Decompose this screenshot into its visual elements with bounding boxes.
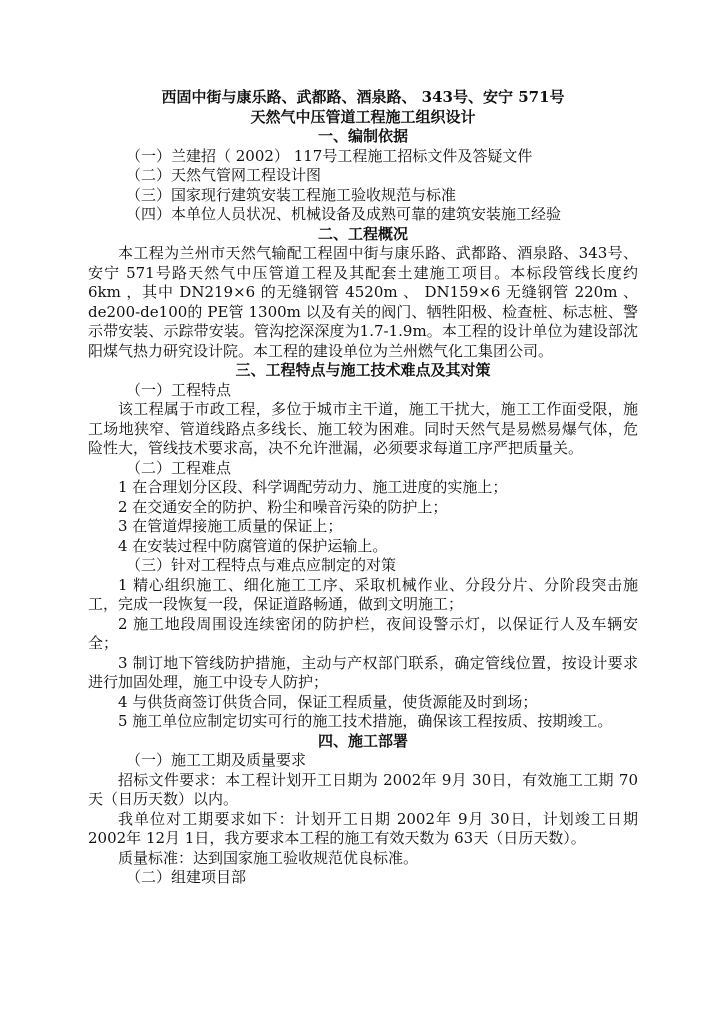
- basis-item: （四）本单位人员状况、机械设备及成熟可靠的建筑安装施工经验: [126, 205, 562, 223]
- measure-item: 1 精心组织施工、细化施工工序、采取机械作业、分段分片、分阶段突击施工，完成一段恢复一段，保证道路畅通，做到文明施工；: [88, 575, 638, 613]
- document-title-line-2: 天然气中压管道工程施工组织设计: [250, 107, 476, 126]
- document-body: [88, 88, 638, 888]
- schedule-paragraph: 我单位对工期要求如下：计划开工日期 2002年 9月 30日，计划竣工日期2002年 12月 1日，我方要求本工程的施工有效天数为 63天（日历天数）。: [88, 809, 638, 847]
- subheading-difficulties: （二）工程难点: [126, 458, 232, 477]
- basis-item: （二）天然气管网工程设计图: [126, 166, 322, 184]
- measure-item: 5 施工单位应制定切实可行的施工技术措施，确保该工程按质、按期竣工。: [118, 712, 613, 730]
- measure-item: 4 与供货商签订供货合同，保证工程质量，使货源能及时到场；: [118, 692, 538, 711]
- subheading-features: （一）工程特点: [126, 380, 232, 399]
- difficulty-item: 2 在交通安全的防护、粉尘和噪音污染的防护上；: [118, 497, 448, 516]
- quality-paragraph: 质量标准：达到国家施工验收规范优良标准。: [118, 848, 419, 867]
- document-title-line-1: 西固中街与康乐路、武都路、酒泉路、 343号、安宁 571号: [161, 88, 565, 106]
- difficulty-item: 3 在管道焊接施工质量的保证上；: [118, 517, 343, 535]
- difficulty-item: 4 在安装过程中防腐管道的保护运输上。: [118, 536, 388, 555]
- section-heading-overview: 二、工程概况: [317, 224, 408, 243]
- basis-item: （三）国家现行建筑安装工程施工验收规范与标准: [126, 185, 457, 204]
- section-heading-basis: 一、编制依据: [317, 127, 408, 145]
- subheading-measures: （三）针对工程特点与难点应制定的对策: [126, 556, 397, 574]
- basis-item: （一）兰建招（ 2002） 117号工程施工招标文件及答疑文件: [126, 146, 533, 165]
- schedule-paragraph: 招标文件要求：本工程计划开工日期为 2002年 9月 30日，有效施工工期 70 天（日历天数）以内。: [88, 770, 638, 808]
- overview-paragraph: 本工程为兰州市天然气输配工程固中街与康乐路、武都路、酒泉路、343号、安宁 571号路天然气中压管道工程及其配套土建施工项目。本标段管线长度约 6km ，其中 DN219×6 的无缝钢管 4520m 、 DN159×6 无缝钢管 220m 、 de200-de100的 PE管 1300m 以及有关的阀门、牺牲阳极、检查桩、标志桩、警示带安装、示踪带安装。管沟挖深深度为1.7-1.9m。本工程的设计单位为建设部沈阳煤气热力研究设计院。本工程的建设单位为兰州燃气化工集团公司。: [88, 244, 638, 360]
- section-heading-features: 三、工程特点与施工技术难点及其对策: [235, 361, 491, 379]
- measure-item: 3 制订地下管线防护措施，主动与产权部门联系，确定管线位置，按设计要求进行加固处理，施工中设专人防护；: [88, 653, 638, 691]
- subheading-project-team: （二）组建项目部: [126, 868, 247, 886]
- section-heading-deployment: 四、施工部署: [317, 731, 408, 750]
- subheading-schedule: （一）施工工期及质量要求: [126, 751, 307, 769]
- features-paragraph: 该工程属于市政工程，多位于城市主干道，施工干扰大，施工工作面受限，施工场地狭窄、管道线路点多线长、施工较为困难。同时天然气是易燃易爆气体，危险性大，管线技术要求高，决不允许泄漏，必须要求每道工序严把质量关。: [88, 400, 638, 457]
- difficulty-item: 1 在合理划分区段、科学调配劳动力、施工进度的实施上；: [118, 478, 508, 496]
- measure-item: 2 施工地段周围设连续密闭的防护栏，夜间设警示灯，以保证行人及车辆安全；: [88, 614, 638, 652]
